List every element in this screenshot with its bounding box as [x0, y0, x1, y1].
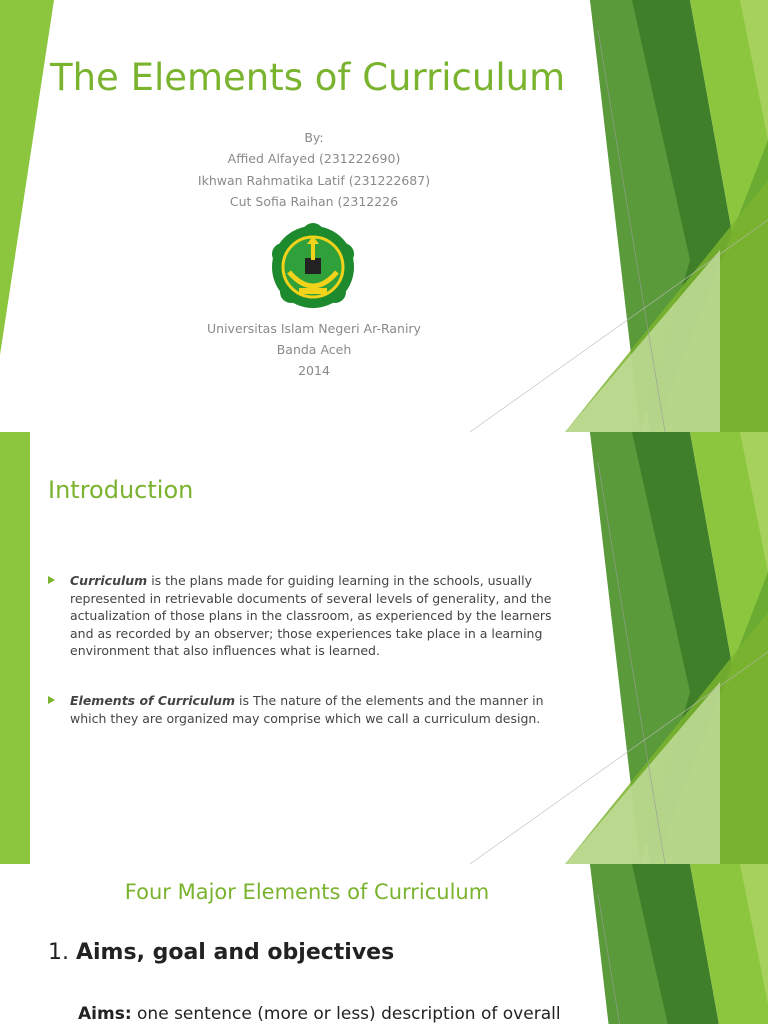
by-label: By: [304, 130, 324, 145]
bullet-term: Curriculum [70, 573, 148, 588]
aims-text: one sentence (more or less) description of overall [131, 1004, 561, 1024]
slide-3 [0, 864, 768, 1024]
bullet-item [48, 572, 576, 660]
author-2: Ikhwan Rahmatika Latif (231222687) [197, 173, 431, 188]
bullet-text: is the plans made for guiding learning in the schools, usually represented in retrievable documents of several levels of generality, and the actualization of those plans in the classroom, as experienced by the learners and as recorded by an observer; those experiences take place in a learning environment that also influences what is learned. [70, 573, 552, 658]
slide-1 [0, 0, 768, 432]
aims-term: Aims: [78, 1004, 132, 1024]
bullet-item [48, 692, 576, 727]
heading-text: Aims, goal and objectives [75, 940, 395, 965]
section-heading [48, 940, 394, 965]
slide-2 [0, 432, 768, 864]
presentation-title: The Elements of Curriculum [50, 56, 566, 99]
section-title: Introduction [48, 476, 194, 504]
bullet-text: is The nature of the elements and the manner in which they are organized may comprise which we call a curriculum design. [70, 693, 544, 726]
university-crest-icon [267, 222, 359, 312]
heading-number: 1. [48, 940, 76, 965]
bullet-arrow-icon [48, 576, 55, 584]
university-name: Universitas Islam Negeri Ar-Raniry [207, 321, 421, 336]
slide-title: Four Major Elements of Curriculum [124, 880, 490, 904]
author-3: Cut Sofia Raihan (2312226 [229, 194, 399, 209]
city: Banda Aceh [276, 342, 352, 357]
author-1: Affied Alfayed (231222690) [227, 151, 401, 166]
aims-line [78, 1004, 561, 1024]
bullet-arrow-icon [48, 696, 55, 704]
bullet-term: Elements of Curriculum [70, 693, 236, 708]
year: 2014 [298, 363, 330, 378]
